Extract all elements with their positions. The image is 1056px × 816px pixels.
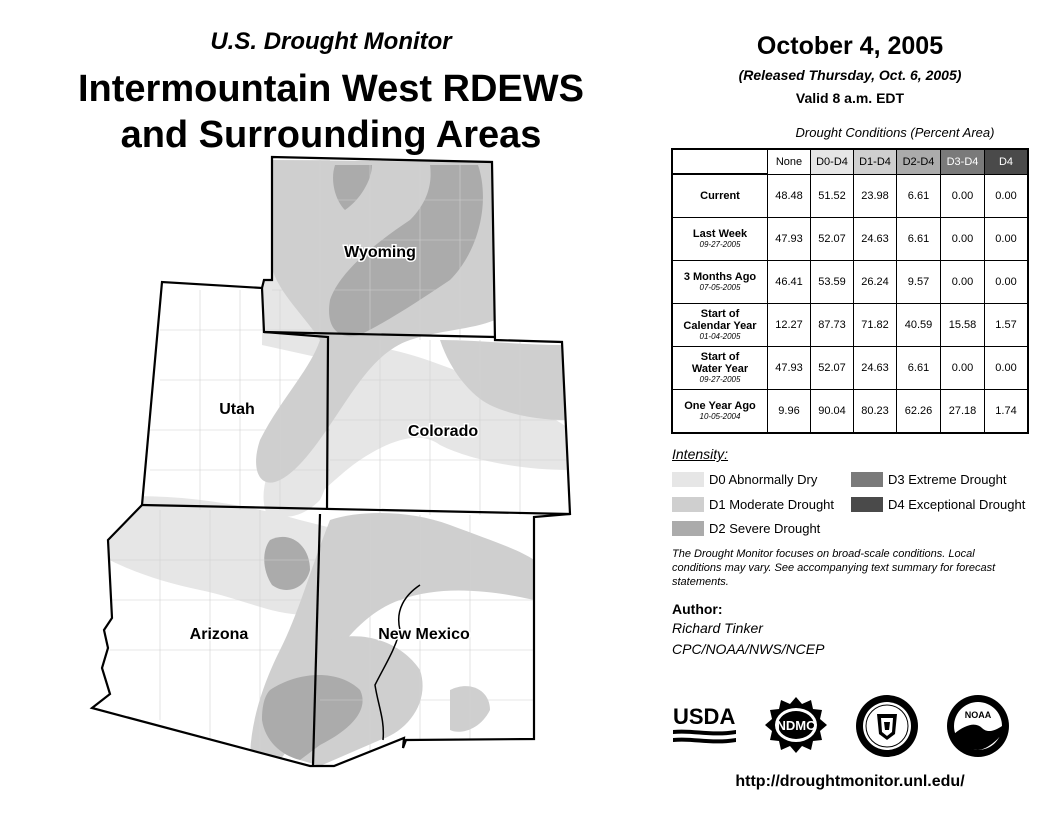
svg-text:USDA: USDA xyxy=(673,704,736,729)
row-label-text: Current xyxy=(700,189,740,202)
row-date: 09-27-2005 xyxy=(699,239,741,249)
row-label-text: Start of xyxy=(700,350,740,363)
col-header-d3-d4: D3-D4 xyxy=(941,149,985,174)
row-date: 09-27-2005 xyxy=(699,374,741,384)
website-url[interactable]: http://droughtmonitor.unl.edu/ xyxy=(735,773,965,790)
table-cell: 1.74 xyxy=(985,389,1029,433)
row-label-text-2: Calendar Year xyxy=(683,319,757,332)
usda-logo-icon xyxy=(672,700,738,750)
row-label xyxy=(672,346,768,389)
commerce-seal-icon xyxy=(855,694,919,758)
legend-item-d1 xyxy=(672,497,834,512)
row-date: 01-04-2005 xyxy=(699,331,741,341)
disclaimer-note: The Drought Monitor focuses on broad-scale conditions. Local conditions may vary. See accompanying text summary for forecast statements. xyxy=(672,548,996,588)
table-cell: 27.18 xyxy=(941,389,985,433)
table-cell: 51.52 xyxy=(811,174,854,217)
table-cell: 0.00 xyxy=(985,217,1029,260)
state-label-wyoming: Wyoming xyxy=(344,244,416,261)
col-header-d2-d4: D2-D4 xyxy=(897,149,941,174)
table-cell: 6.61 xyxy=(897,346,941,389)
legend-swatch-d0 xyxy=(672,472,704,487)
legend-swatch-d1 xyxy=(672,497,704,512)
title-line-2: and Surrounding Areas xyxy=(120,114,542,156)
table-corner xyxy=(672,149,768,174)
legend-label-d0: D0 Abnormally Dry xyxy=(709,472,818,487)
table-row xyxy=(672,346,1028,389)
row-label-text-2: Water Year xyxy=(691,362,749,375)
row-label-text: Last Week xyxy=(692,227,748,240)
table-cell: 90.04 xyxy=(811,389,854,433)
legend-item-d2 xyxy=(672,521,820,536)
table-cell: 46.41 xyxy=(768,260,811,303)
drought-conditions-table xyxy=(671,148,1029,434)
row-label-text: Start of xyxy=(700,307,740,320)
ndmc-logo-icon xyxy=(764,696,828,754)
valid-date: October 4, 2005 xyxy=(756,32,944,60)
legend-item-d0 xyxy=(672,472,817,487)
table-cell: 26.24 xyxy=(854,260,897,303)
table-cell: 0.00 xyxy=(941,346,985,389)
table-cell: 52.07 xyxy=(811,217,854,260)
legend-label-d3: D3 Extreme Drought xyxy=(888,472,1007,487)
table-cell: 62.26 xyxy=(897,389,941,433)
table-cell: 48.48 xyxy=(768,174,811,217)
legend-item-d3 xyxy=(851,472,1007,487)
table-row xyxy=(672,174,1028,217)
table-cell: 52.07 xyxy=(811,346,854,389)
svg-text:NOAA: NOAA xyxy=(964,710,992,720)
row-label-text: One Year Ago xyxy=(684,399,756,412)
state-label-utah: Utah xyxy=(219,401,255,418)
legend-swatch-d4 xyxy=(851,497,883,512)
table-cell: 0.00 xyxy=(941,217,985,260)
table-cell: 0.00 xyxy=(941,260,985,303)
row-label xyxy=(672,389,768,433)
svg-text:NDMC: NDMC xyxy=(776,718,816,733)
legend-swatch-d2 xyxy=(672,521,704,536)
legend-swatch-d3 xyxy=(851,472,883,487)
legend-title: Intensity: xyxy=(672,446,729,462)
row-label xyxy=(672,260,768,303)
col-header-d0-d4: D0-D4 xyxy=(811,149,854,174)
title-line-1: Intermountain West RDEWS xyxy=(78,68,584,110)
table-cell: 71.82 xyxy=(854,303,897,346)
author-label: Author: xyxy=(672,601,723,617)
table-cell: 23.98 xyxy=(854,174,897,217)
state-label-colorado: Colorado xyxy=(407,423,479,440)
table-cell: 40.59 xyxy=(897,303,941,346)
table-row xyxy=(672,389,1028,433)
table-cell: 0.00 xyxy=(985,346,1029,389)
state-label-new-mexico: New Mexico xyxy=(378,626,470,643)
table-cell: 24.63 xyxy=(854,346,897,389)
release-date: (Released Thursday, Oct. 6, 2005) xyxy=(738,67,962,83)
legend-label-d2: D2 Severe Drought xyxy=(709,521,821,536)
legend-item-d4 xyxy=(851,497,1025,512)
valid-time: Valid 8 a.m. EDT xyxy=(795,90,905,106)
table-cell: 0.00 xyxy=(941,174,985,217)
table-header-row xyxy=(672,149,1028,174)
col-header-none: None xyxy=(768,149,811,174)
table-cell: 24.63 xyxy=(854,217,897,260)
author-org: CPC/NOAA/NWS/NCEP xyxy=(672,641,825,657)
author-name: Richard Tinker xyxy=(672,620,763,636)
table-cell: 53.59 xyxy=(811,260,854,303)
row-date: 10-05-2004 xyxy=(699,411,741,421)
table-cell: 0.00 xyxy=(985,260,1029,303)
table-cell: 47.93 xyxy=(768,346,811,389)
col-header-d1-d4: D1-D4 xyxy=(854,149,897,174)
table-cell: 87.73 xyxy=(811,303,854,346)
table-cell: 12.27 xyxy=(768,303,811,346)
map-subtitle: U.S. Drought Monitor xyxy=(210,28,452,55)
table-cell: 15.58 xyxy=(941,303,985,346)
table-cell: 6.61 xyxy=(897,217,941,260)
table-cell: 9.57 xyxy=(897,260,941,303)
table-row xyxy=(672,303,1028,346)
state-label-arizona: Arizona xyxy=(189,626,249,643)
table-caption: Drought Conditions (Percent Area) xyxy=(795,125,995,140)
row-date: 07-05-2005 xyxy=(699,282,741,292)
row-label-text: 3 Months Ago xyxy=(683,270,757,283)
col-header-d4: D4 xyxy=(985,149,1029,174)
table-cell: 47.93 xyxy=(768,217,811,260)
row-label xyxy=(672,174,768,217)
table-cell: 1.57 xyxy=(985,303,1029,346)
table-cell: 80.23 xyxy=(854,389,897,433)
noaa-logo-icon xyxy=(946,694,1010,758)
table-cell: 6.61 xyxy=(897,174,941,217)
table-row xyxy=(672,217,1028,260)
row-label xyxy=(672,303,768,346)
row-label xyxy=(672,217,768,260)
legend-label-d4: D4 Exceptional Drought xyxy=(888,497,1026,512)
table-row xyxy=(672,260,1028,303)
legend-label-d1: D1 Moderate Drought xyxy=(709,497,835,512)
table-cell: 9.96 xyxy=(768,389,811,433)
table-cell: 0.00 xyxy=(985,174,1029,217)
